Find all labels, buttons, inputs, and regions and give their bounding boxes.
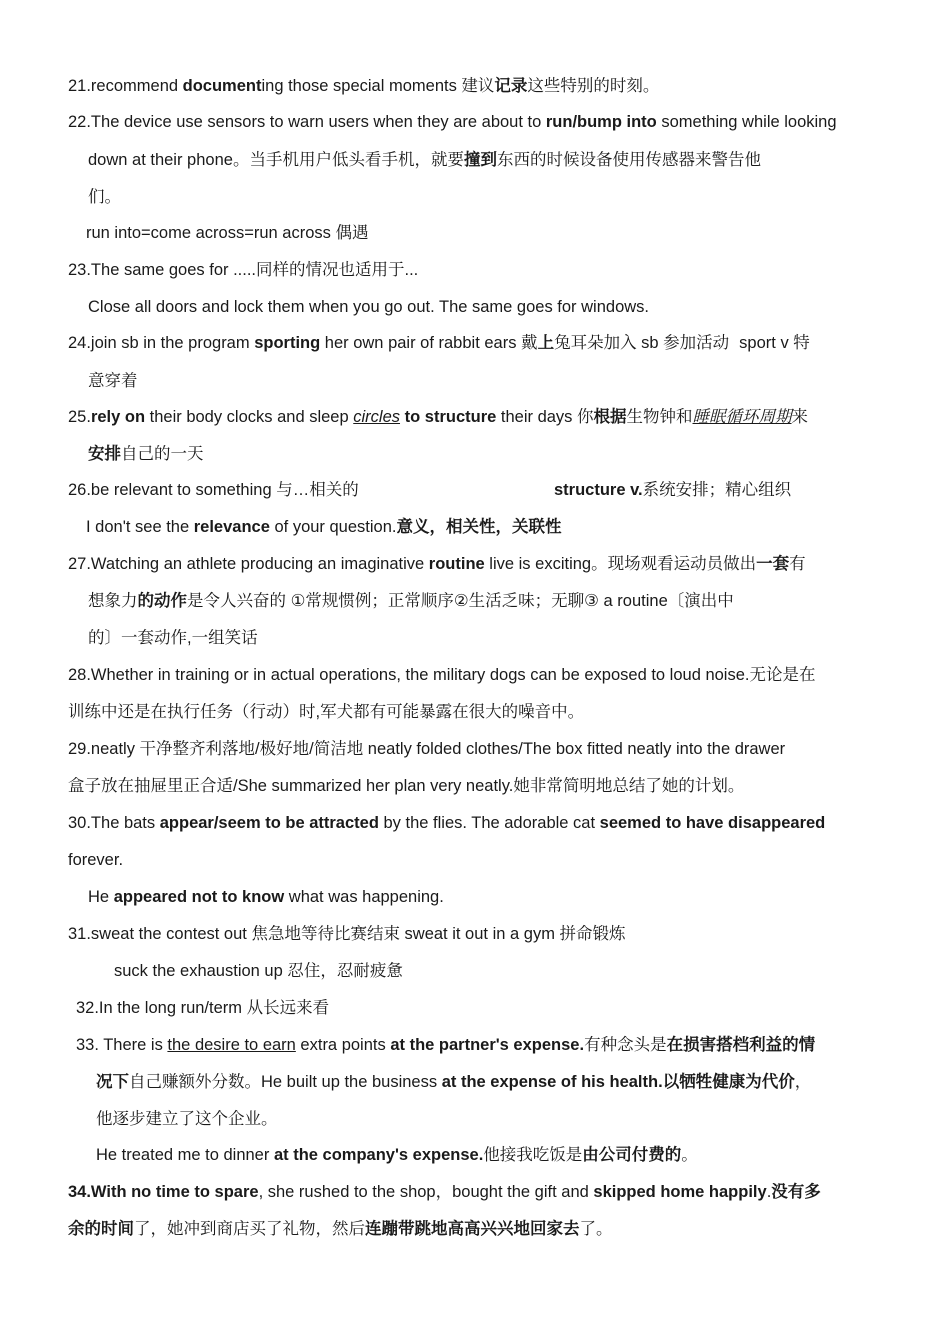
item-25-line-1: 25.rely on their body clocks and sleep circles to structure their days 你根据生物钟和睡眠循环周期来	[68, 408, 809, 426]
item-23-example: Close all doors and lock them when you go out. The same goes for windows.	[88, 298, 649, 316]
item-30-example: He appeared not to know what was happening.	[88, 888, 444, 906]
item-29-line-1: 29.neatly 干净整齐利落地/极好地/简洁地 neatly folded clothes/The box fitted neatly into the drawer	[68, 740, 786, 758]
item-22-line-2: down at their phone。当手机用户低头看手机，就要撞到东西的时候设备使用传感器来警告他	[88, 151, 761, 169]
item-27-line-3: 的〕一套动作,一组笑话	[88, 629, 258, 647]
item-30-line-2: forever.	[68, 851, 124, 869]
item-32: 32.In the long run/term 从长远来看	[76, 999, 330, 1017]
item-29-line-2: 盒子放在抽屉里正合适/She summarized her plan very neatly.她非常简明地总结了她的计划。	[68, 777, 745, 795]
item-28-line-2: 训练中还是在执行任务（行动）时,军犬都有可能暴露在很大的噪音中。	[68, 703, 585, 721]
item-33-example: He treated me to dinner at the company's expense.他接我吃饭是由公司付费的。	[96, 1146, 698, 1164]
item-30-line-1: 30.The bats appear/seem to be attracted by the flies. The adorable cat seemed to have disappeared	[68, 814, 826, 832]
item-31-line-1: 31.sweat the contest out 焦急地等待比赛结束 sweat it out in a gym 拼命锻炼	[68, 925, 626, 943]
item-21: 21.recommend documenting those special moments 建议记录这些特别的时刻。	[68, 77, 660, 95]
item-34-line-1: 34.With no time to spare, she rushed to the shop，bought the gift and skipped home happily.没有多	[68, 1183, 821, 1201]
item-27-line-1: 27.Watching an athlete producing an imaginative routine live is exciting。现场观看运动员做出一套有	[68, 555, 806, 573]
item-28-line-1: 28.Whether in training or in actual operations, the military dogs can be exposed to loud noise.无论是在	[68, 666, 816, 684]
item-24-line-2: 意穿着	[88, 372, 138, 390]
item-33-line-2: 况下自己赚额外分数。He built up the business at the expense of his health.以牺牲健康为代价，	[96, 1073, 812, 1091]
item-22-line-3: 们。	[88, 188, 121, 206]
item-33-line-3: 他逐步建立了这个企业。	[96, 1110, 278, 1128]
item-26: 26.be relevant to something 与…相关的	[68, 481, 359, 499]
item-23: 23.The same goes for .....同样的情况也适用于...	[68, 261, 419, 279]
item-22-line-1: 22.The device use sensors to warn users when they are about to run/bump into something while looking	[68, 113, 837, 131]
item-26-structure: structure v.系统安排；精心组织	[554, 481, 792, 499]
item-22-note: run into=come across=run across 偶遇	[86, 224, 369, 242]
item-31-line-2: suck the exhaustion up 忍住，忍耐疲惫	[114, 962, 403, 980]
item-24-line-1: 24.join sb in the program sporting her own pair of rabbit ears 戴上兔耳朵加入 sb 参加活动 sport v 特	[68, 334, 810, 352]
item-33-line-1: 33. There is the desire to earn extra points at the partner's expense.有种念头是在损害搭档利益的情	[76, 1036, 816, 1054]
item-25-line-2: 安排自己的一天	[88, 445, 204, 463]
item-26-example: I don't see the relevance of your question.意义，相关性，关联性	[86, 518, 562, 536]
item-27-line-2: 想象力的动作是令人兴奋的 ①常规惯例；正常顺序②生活乏味；无聊③ a routine〔演出中	[88, 592, 734, 610]
item-34-line-2: 余的时间了，她冲到商店买了礼物，然后连蹦带跳地高高兴兴地回家去了。	[68, 1220, 613, 1238]
